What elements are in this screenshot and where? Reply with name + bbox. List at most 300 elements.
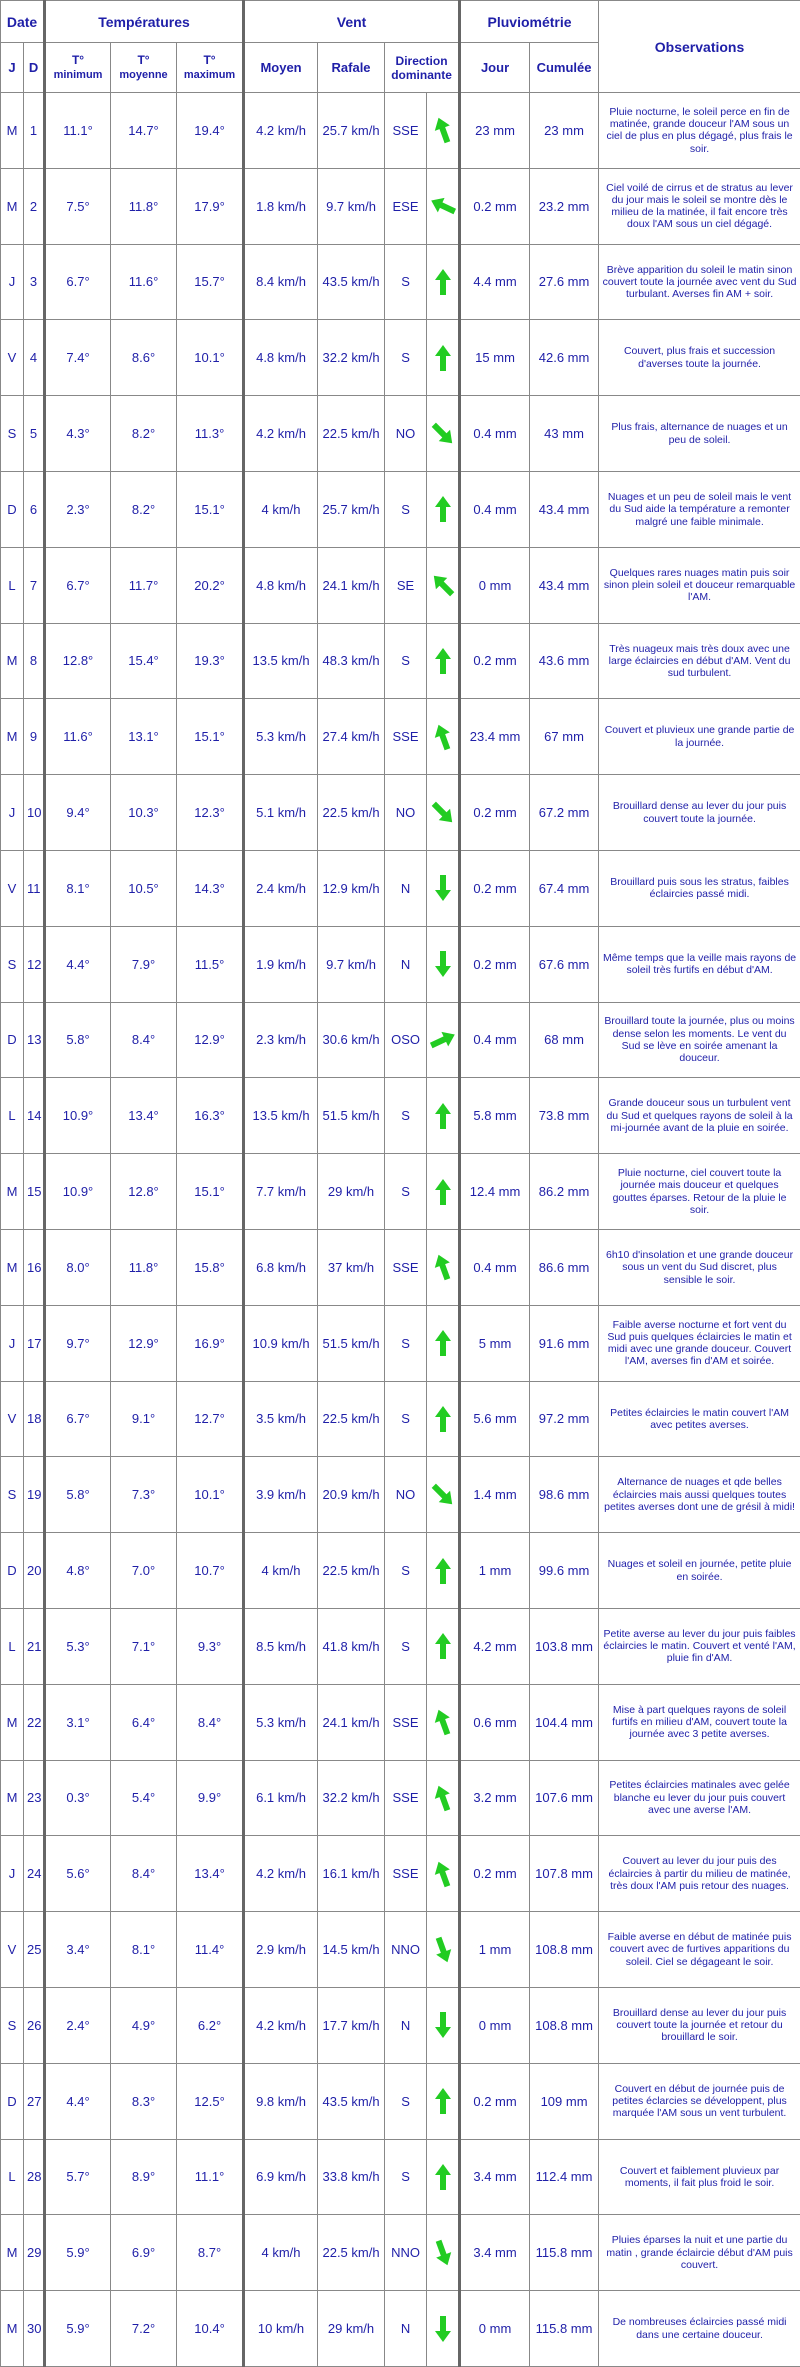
wind-gust: 22.5 km/h bbox=[318, 2215, 385, 2291]
wind-direction: NNO bbox=[385, 1912, 427, 1988]
observation-text: Faible averse nocturne et fort vent du Sud puis quelques éclaircies le matin et midi avec une grande douceur. Couvert l'AM, averses fin d'AM et soirée. bbox=[599, 1305, 800, 1381]
temp-min: 6.7° bbox=[45, 1381, 111, 1457]
rain-cumulative: 23.2 mm bbox=[530, 168, 599, 244]
wind-avg: 4 km/h bbox=[244, 2215, 318, 2291]
wind-direction: N bbox=[385, 926, 427, 1002]
table-row bbox=[1, 1912, 800, 1988]
wind-arrow-icon bbox=[427, 1684, 460, 1760]
temp-max: 19.3° bbox=[177, 623, 244, 699]
temp-min: 11.1° bbox=[45, 93, 111, 169]
temp-avg: 8.9° bbox=[111, 2139, 177, 2215]
table-row bbox=[1, 547, 800, 623]
temp-min: 7.4° bbox=[45, 320, 111, 396]
header-tmax: T° maximum bbox=[177, 43, 244, 93]
temp-max: 6.2° bbox=[177, 1987, 244, 2063]
wind-avg: 4 km/h bbox=[244, 1533, 318, 1609]
wind-gust: 24.1 km/h bbox=[318, 547, 385, 623]
wind-direction: SSE bbox=[385, 699, 427, 775]
temp-min: 2.3° bbox=[45, 471, 111, 547]
temp-avg: 8.2° bbox=[111, 471, 177, 547]
table-row bbox=[1, 1229, 800, 1305]
temp-avg: 9.1° bbox=[111, 1381, 177, 1457]
rain-day: 3.4 mm bbox=[460, 2215, 530, 2291]
temp-avg: 8.6° bbox=[111, 320, 177, 396]
day-letter: L bbox=[1, 547, 24, 623]
rain-day: 0.4 mm bbox=[460, 1229, 530, 1305]
wind-avg: 2.9 km/h bbox=[244, 1912, 318, 1988]
rain-cumulative: 115.8 mm bbox=[530, 2215, 599, 2291]
day-number: 7 bbox=[24, 547, 45, 623]
observation-text: Pluies éparses la nuit et une partie du matin , grande éclaircie début d'AM puis couvert. bbox=[599, 2215, 800, 2291]
wind-gust: 32.2 km/h bbox=[318, 1760, 385, 1836]
wind-avg: 13.5 km/h bbox=[244, 1078, 318, 1154]
temp-avg: 15.4° bbox=[111, 623, 177, 699]
wind-avg: 8.4 km/h bbox=[244, 244, 318, 320]
wind-direction: S bbox=[385, 320, 427, 396]
rain-day: 0.2 mm bbox=[460, 2063, 530, 2139]
rain-day: 0.2 mm bbox=[460, 926, 530, 1002]
day-letter: M bbox=[1, 699, 24, 775]
rain-cumulative: 67.6 mm bbox=[530, 926, 599, 1002]
temp-avg: 7.9° bbox=[111, 926, 177, 1002]
observation-text: Brouillard dense au lever du jour puis couvert toute la journée. bbox=[599, 775, 800, 851]
temp-avg: 7.0° bbox=[111, 1533, 177, 1609]
wind-direction: SSE bbox=[385, 1229, 427, 1305]
day-number: 15 bbox=[24, 1154, 45, 1230]
temp-max: 14.3° bbox=[177, 850, 244, 926]
day-number: 4 bbox=[24, 320, 45, 396]
temp-max: 19.4° bbox=[177, 93, 244, 169]
wind-direction: N bbox=[385, 1987, 427, 2063]
wind-direction: S bbox=[385, 2139, 427, 2215]
rain-day: 4.4 mm bbox=[460, 244, 530, 320]
wind-direction: NO bbox=[385, 1457, 427, 1533]
rain-day: 0 mm bbox=[460, 2291, 530, 2367]
observation-text: De nombreuses éclaircies passé midi dans une certaine douceur. bbox=[599, 2291, 800, 2367]
wind-avg: 1.8 km/h bbox=[244, 168, 318, 244]
rain-day: 0.2 mm bbox=[460, 850, 530, 926]
rain-day: 1 mm bbox=[460, 1533, 530, 1609]
day-number: 21 bbox=[24, 1608, 45, 1684]
day-number: 22 bbox=[24, 1684, 45, 1760]
wind-arrow-icon bbox=[427, 775, 460, 851]
wind-gust: 24.1 km/h bbox=[318, 1684, 385, 1760]
rain-cumulative: 91.6 mm bbox=[530, 1305, 599, 1381]
wind-gust: 51.5 km/h bbox=[318, 1078, 385, 1154]
header-jour: Jour bbox=[460, 43, 530, 93]
table-row bbox=[1, 850, 800, 926]
day-letter: V bbox=[1, 1912, 24, 1988]
rain-cumulative: 23 mm bbox=[530, 93, 599, 169]
wind-direction: OSO bbox=[385, 1002, 427, 1078]
day-number: 28 bbox=[24, 2139, 45, 2215]
observation-text: Brouillard puis sous les stratus, faibles éclaircies passé midi. bbox=[599, 850, 800, 926]
wind-arrow-icon bbox=[427, 2063, 460, 2139]
wind-gust: 30.6 km/h bbox=[318, 1002, 385, 1078]
table-row bbox=[1, 699, 800, 775]
table-row bbox=[1, 623, 800, 699]
rain-day: 1.4 mm bbox=[460, 1457, 530, 1533]
day-number: 14 bbox=[24, 1078, 45, 1154]
day-letter: S bbox=[1, 1457, 24, 1533]
temp-max: 13.4° bbox=[177, 1836, 244, 1912]
wind-arrow-icon bbox=[427, 699, 460, 775]
wind-direction: S bbox=[385, 1381, 427, 1457]
temp-max: 12.9° bbox=[177, 1002, 244, 1078]
rain-day: 0.2 mm bbox=[460, 775, 530, 851]
table-row bbox=[1, 775, 800, 851]
temp-min: 3.1° bbox=[45, 1684, 111, 1760]
wind-avg: 4.2 km/h bbox=[244, 1836, 318, 1912]
temp-max: 15.8° bbox=[177, 1229, 244, 1305]
wind-arrow-icon bbox=[427, 926, 460, 1002]
observation-text: Quelques rares nuages matin puis soir sinon plein soleil et douceur remarquable l'AM. bbox=[599, 547, 800, 623]
wind-avg: 2.3 km/h bbox=[244, 1002, 318, 1078]
rain-day: 0.4 mm bbox=[460, 396, 530, 472]
day-number: 18 bbox=[24, 1381, 45, 1457]
temp-max: 11.5° bbox=[177, 926, 244, 1002]
day-letter: M bbox=[1, 93, 24, 169]
header-date: Date bbox=[1, 1, 45, 43]
day-number: 20 bbox=[24, 1533, 45, 1609]
day-number: 6 bbox=[24, 471, 45, 547]
temp-avg: 13.1° bbox=[111, 699, 177, 775]
observation-text: Pluie nocturne, ciel couvert toute la journée mais douceur et quelques gouttes éparses. Retour de la pluie le soir. bbox=[599, 1154, 800, 1230]
temp-max: 10.4° bbox=[177, 2291, 244, 2367]
rain-day: 3.2 mm bbox=[460, 1760, 530, 1836]
wind-avg: 6.8 km/h bbox=[244, 1229, 318, 1305]
day-letter: V bbox=[1, 850, 24, 926]
wind-arrow-icon bbox=[427, 168, 460, 244]
wind-gust: 51.5 km/h bbox=[318, 1305, 385, 1381]
day-letter: S bbox=[1, 1987, 24, 2063]
table-row bbox=[1, 2215, 800, 2291]
temp-max: 8.4° bbox=[177, 1684, 244, 1760]
day-number: 8 bbox=[24, 623, 45, 699]
wind-gust: 29 km/h bbox=[318, 1154, 385, 1230]
wind-direction: SSE bbox=[385, 1684, 427, 1760]
day-number: 27 bbox=[24, 2063, 45, 2139]
day-number: 17 bbox=[24, 1305, 45, 1381]
table-row bbox=[1, 1836, 800, 1912]
rain-cumulative: 67.4 mm bbox=[530, 850, 599, 926]
temp-max: 12.3° bbox=[177, 775, 244, 851]
day-letter: L bbox=[1, 1608, 24, 1684]
table-row bbox=[1, 1154, 800, 1230]
wind-direction: N bbox=[385, 2291, 427, 2367]
day-letter: S bbox=[1, 396, 24, 472]
wind-gust: 43.5 km/h bbox=[318, 2063, 385, 2139]
rain-cumulative: 107.6 mm bbox=[530, 1760, 599, 1836]
observation-text: Grande douceur sous un turbulent vent du Sud et quelques rayons de soleil à la mi-journée avant de la pluie en soirée. bbox=[599, 1078, 800, 1154]
wind-gust: 48.3 km/h bbox=[318, 623, 385, 699]
rain-cumulative: 109 mm bbox=[530, 2063, 599, 2139]
day-number: 12 bbox=[24, 926, 45, 1002]
temp-min: 5.8° bbox=[45, 1457, 111, 1533]
day-letter: J bbox=[1, 775, 24, 851]
wind-arrow-icon bbox=[427, 2291, 460, 2367]
table-row bbox=[1, 168, 800, 244]
wind-gust: 27.4 km/h bbox=[318, 699, 385, 775]
rain-day: 0.2 mm bbox=[460, 623, 530, 699]
day-letter: V bbox=[1, 320, 24, 396]
wind-arrow-icon bbox=[427, 1457, 460, 1533]
temp-avg: 11.8° bbox=[111, 1229, 177, 1305]
table-row bbox=[1, 1381, 800, 1457]
wind-avg: 8.5 km/h bbox=[244, 1608, 318, 1684]
header-tmin: T° minimum bbox=[45, 43, 111, 93]
day-letter: M bbox=[1, 623, 24, 699]
observation-text: Couvert et pluvieux une grande partie de la journée. bbox=[599, 699, 800, 775]
wind-avg: 13.5 km/h bbox=[244, 623, 318, 699]
day-letter: M bbox=[1, 2215, 24, 2291]
wind-gust: 16.1 km/h bbox=[318, 1836, 385, 1912]
day-number: 30 bbox=[24, 2291, 45, 2367]
temp-min: 4.4° bbox=[45, 2063, 111, 2139]
rain-day: 5.8 mm bbox=[460, 1078, 530, 1154]
rain-cumulative: 43.6 mm bbox=[530, 623, 599, 699]
temp-min: 5.9° bbox=[45, 2291, 111, 2367]
header-moyen: Moyen bbox=[244, 43, 318, 93]
wind-avg: 4.2 km/h bbox=[244, 396, 318, 472]
day-number: 10 bbox=[24, 775, 45, 851]
wind-gust: 32.2 km/h bbox=[318, 320, 385, 396]
temp-min: 6.7° bbox=[45, 547, 111, 623]
wind-avg: 4.8 km/h bbox=[244, 320, 318, 396]
rain-day: 0 mm bbox=[460, 1987, 530, 2063]
temp-max: 17.9° bbox=[177, 168, 244, 244]
wind-gust: 22.5 km/h bbox=[318, 775, 385, 851]
rain-cumulative: 108.8 mm bbox=[530, 1987, 599, 2063]
temp-max: 20.2° bbox=[177, 547, 244, 623]
temp-avg: 5.4° bbox=[111, 1760, 177, 1836]
rain-day: 3.4 mm bbox=[460, 2139, 530, 2215]
wind-gust: 9.7 km/h bbox=[318, 926, 385, 1002]
rain-day: 15 mm bbox=[460, 320, 530, 396]
day-number: 9 bbox=[24, 699, 45, 775]
temp-avg: 12.8° bbox=[111, 1154, 177, 1230]
table-row bbox=[1, 244, 800, 320]
wind-avg: 9.8 km/h bbox=[244, 2063, 318, 2139]
header-j: J bbox=[1, 43, 24, 93]
rain-cumulative: 43 mm bbox=[530, 396, 599, 472]
day-number: 13 bbox=[24, 1002, 45, 1078]
day-number: 29 bbox=[24, 2215, 45, 2291]
rain-cumulative: 86.6 mm bbox=[530, 1229, 599, 1305]
observation-text: Même temps que la veille mais rayons de soleil très furtifs en début d'AM. bbox=[599, 926, 800, 1002]
temp-max: 12.5° bbox=[177, 2063, 244, 2139]
wind-avg: 5.3 km/h bbox=[244, 699, 318, 775]
wind-direction: S bbox=[385, 1533, 427, 1609]
table-row bbox=[1, 1684, 800, 1760]
rain-cumulative: 67.2 mm bbox=[530, 775, 599, 851]
day-letter: M bbox=[1, 1154, 24, 1230]
wind-gust: 12.9 km/h bbox=[318, 850, 385, 926]
wind-direction: SSE bbox=[385, 1760, 427, 1836]
temp-min: 2.4° bbox=[45, 1987, 111, 2063]
wind-arrow-icon bbox=[427, 1608, 460, 1684]
temp-min: 5.7° bbox=[45, 2139, 111, 2215]
rain-cumulative: 43.4 mm bbox=[530, 471, 599, 547]
observation-text: Petite averse au lever du jour puis faibles éclaircies le matin. Couvert et venté l'AM, pluie fin d'AM. bbox=[599, 1608, 800, 1684]
rain-day: 0.6 mm bbox=[460, 1684, 530, 1760]
day-number: 26 bbox=[24, 1987, 45, 2063]
temp-max: 16.9° bbox=[177, 1305, 244, 1381]
wind-direction: NO bbox=[385, 775, 427, 851]
table-row bbox=[1, 1760, 800, 1836]
table-row bbox=[1, 2139, 800, 2215]
wind-avg: 1.9 km/h bbox=[244, 926, 318, 1002]
day-number: 19 bbox=[24, 1457, 45, 1533]
table-body bbox=[1, 93, 800, 2367]
table-row bbox=[1, 1078, 800, 1154]
temp-avg: 10.5° bbox=[111, 850, 177, 926]
rain-day: 23 mm bbox=[460, 93, 530, 169]
day-letter: D bbox=[1, 1002, 24, 1078]
temp-max: 16.3° bbox=[177, 1078, 244, 1154]
temp-max: 10.1° bbox=[177, 320, 244, 396]
temp-max: 9.9° bbox=[177, 1760, 244, 1836]
rain-cumulative: 104.4 mm bbox=[530, 1684, 599, 1760]
temp-max: 10.7° bbox=[177, 1533, 244, 1609]
observation-text: Ciel voilé de cirrus et de stratus au lever du jour mais le soleil se montre dès le milieu de la matinée, il fait encore très doux l'AM sous un ciel dégagé. bbox=[599, 168, 800, 244]
day-number: 3 bbox=[24, 244, 45, 320]
temp-min: 5.3° bbox=[45, 1608, 111, 1684]
wind-arrow-icon bbox=[427, 547, 460, 623]
wind-arrow-icon bbox=[427, 1836, 460, 1912]
wind-avg: 10 km/h bbox=[244, 2291, 318, 2367]
day-letter: J bbox=[1, 244, 24, 320]
rain-day: 4.2 mm bbox=[460, 1608, 530, 1684]
rain-cumulative: 108.8 mm bbox=[530, 1912, 599, 1988]
wind-arrow-icon bbox=[427, 1305, 460, 1381]
wind-direction: SE bbox=[385, 547, 427, 623]
wind-direction: SSE bbox=[385, 93, 427, 169]
temp-avg: 7.2° bbox=[111, 2291, 177, 2367]
table-row bbox=[1, 1987, 800, 2063]
observation-text: 6h10 d'insolation et une grande douceur sous un vent du Sud discret, plus sensible le soir. bbox=[599, 1229, 800, 1305]
wind-avg: 6.9 km/h bbox=[244, 2139, 318, 2215]
day-letter: M bbox=[1, 168, 24, 244]
day-letter: M bbox=[1, 1684, 24, 1760]
temp-avg: 6.4° bbox=[111, 1684, 177, 1760]
observation-text: Alternance de nuages et qde belles éclaircies mais aussi quelques toutes petites averses dont une de grésil à midi! bbox=[599, 1457, 800, 1533]
day-letter: L bbox=[1, 1078, 24, 1154]
observation-text: Petites éclaircies matinales avec gelée blanche eu lever du jour puis couvert avec une averse l'AM. bbox=[599, 1760, 800, 1836]
temp-max: 11.4° bbox=[177, 1912, 244, 1988]
wind-gust: 25.7 km/h bbox=[318, 471, 385, 547]
wind-gust: 22.5 km/h bbox=[318, 1381, 385, 1457]
wind-direction: S bbox=[385, 1078, 427, 1154]
temp-min: 7.5° bbox=[45, 168, 111, 244]
table-row bbox=[1, 320, 800, 396]
table-row bbox=[1, 2291, 800, 2367]
table-row bbox=[1, 396, 800, 472]
rain-cumulative: 68 mm bbox=[530, 1002, 599, 1078]
wind-direction: S bbox=[385, 471, 427, 547]
header-tmoy: T° moyenne bbox=[111, 43, 177, 93]
header-observations: Observations bbox=[599, 1, 800, 93]
temp-avg: 13.4° bbox=[111, 1078, 177, 1154]
temp-max: 10.1° bbox=[177, 1457, 244, 1533]
observation-text: Brève apparition du soleil le matin sinon couvert toute la journée avec vent du Sud turbulant. Averses fin AM + soir. bbox=[599, 244, 800, 320]
header-pluviometrie: Pluviométrie bbox=[460, 1, 599, 43]
rain-day: 0.4 mm bbox=[460, 1002, 530, 1078]
observation-text: Couvert et faiblement pluvieux par moments, il fait plus froid le soir. bbox=[599, 2139, 800, 2215]
rain-cumulative: 112.4 mm bbox=[530, 2139, 599, 2215]
wind-arrow-icon bbox=[427, 1381, 460, 1457]
day-number: 11 bbox=[24, 850, 45, 926]
header-vent: Vent bbox=[244, 1, 460, 43]
table-row bbox=[1, 1002, 800, 1078]
day-letter: L bbox=[1, 2139, 24, 2215]
rain-cumulative: 27.6 mm bbox=[530, 244, 599, 320]
table-row bbox=[1, 1533, 800, 1609]
wind-direction: S bbox=[385, 2063, 427, 2139]
wind-avg: 6.1 km/h bbox=[244, 1760, 318, 1836]
wind-avg: 3.9 km/h bbox=[244, 1457, 318, 1533]
day-number: 5 bbox=[24, 396, 45, 472]
wind-gust: 25.7 km/h bbox=[318, 93, 385, 169]
table-row bbox=[1, 1608, 800, 1684]
wind-gust: 37 km/h bbox=[318, 1229, 385, 1305]
day-number: 1 bbox=[24, 93, 45, 169]
temp-avg: 11.6° bbox=[111, 244, 177, 320]
wind-arrow-icon bbox=[427, 2139, 460, 2215]
temp-avg: 8.1° bbox=[111, 1912, 177, 1988]
day-letter: D bbox=[1, 1533, 24, 1609]
temp-min: 10.9° bbox=[45, 1078, 111, 1154]
wind-arrow-icon bbox=[427, 1229, 460, 1305]
observation-text: Plus frais, alternance de nuages et un peu de soleil. bbox=[599, 396, 800, 472]
rain-cumulative: 42.6 mm bbox=[530, 320, 599, 396]
rain-day: 12.4 mm bbox=[460, 1154, 530, 1230]
temp-avg: 6.9° bbox=[111, 2215, 177, 2291]
observation-text: Couvert au lever du jour puis des éclaircies à partir du milieu de matinée, très doux l'AM puis retour des nuages. bbox=[599, 1836, 800, 1912]
wind-direction: S bbox=[385, 244, 427, 320]
temp-min: 4.4° bbox=[45, 926, 111, 1002]
rain-cumulative: 107.8 mm bbox=[530, 1836, 599, 1912]
wind-arrow-icon bbox=[427, 1760, 460, 1836]
rain-day: 0.4 mm bbox=[460, 471, 530, 547]
wind-gust: 33.8 km/h bbox=[318, 2139, 385, 2215]
wind-avg: 3.5 km/h bbox=[244, 1381, 318, 1457]
temp-min: 4.8° bbox=[45, 1533, 111, 1609]
temp-max: 15.1° bbox=[177, 471, 244, 547]
temp-avg: 11.8° bbox=[111, 168, 177, 244]
wind-avg: 5.3 km/h bbox=[244, 1684, 318, 1760]
wind-arrow-icon bbox=[427, 320, 460, 396]
rain-day: 0.2 mm bbox=[460, 168, 530, 244]
day-letter: V bbox=[1, 1381, 24, 1457]
observation-text: Faible averse en début de matinée puis couvert avec de furtives apparitions du soleil. Ciel se dégageant le soir. bbox=[599, 1912, 800, 1988]
day-letter: M bbox=[1, 2291, 24, 2367]
temp-min: 5.8° bbox=[45, 1002, 111, 1078]
wind-direction: S bbox=[385, 1608, 427, 1684]
header-rafale: Rafale bbox=[318, 43, 385, 93]
wind-arrow-icon bbox=[427, 244, 460, 320]
day-letter: S bbox=[1, 926, 24, 1002]
day-letter: D bbox=[1, 471, 24, 547]
wind-gust: 9.7 km/h bbox=[318, 168, 385, 244]
day-letter: J bbox=[1, 1305, 24, 1381]
day-number: 24 bbox=[24, 1836, 45, 1912]
wind-arrow-icon bbox=[427, 1987, 460, 2063]
wind-avg: 4.8 km/h bbox=[244, 547, 318, 623]
temp-min: 9.7° bbox=[45, 1305, 111, 1381]
wind-gust: 29 km/h bbox=[318, 2291, 385, 2367]
temp-max: 9.3° bbox=[177, 1608, 244, 1684]
